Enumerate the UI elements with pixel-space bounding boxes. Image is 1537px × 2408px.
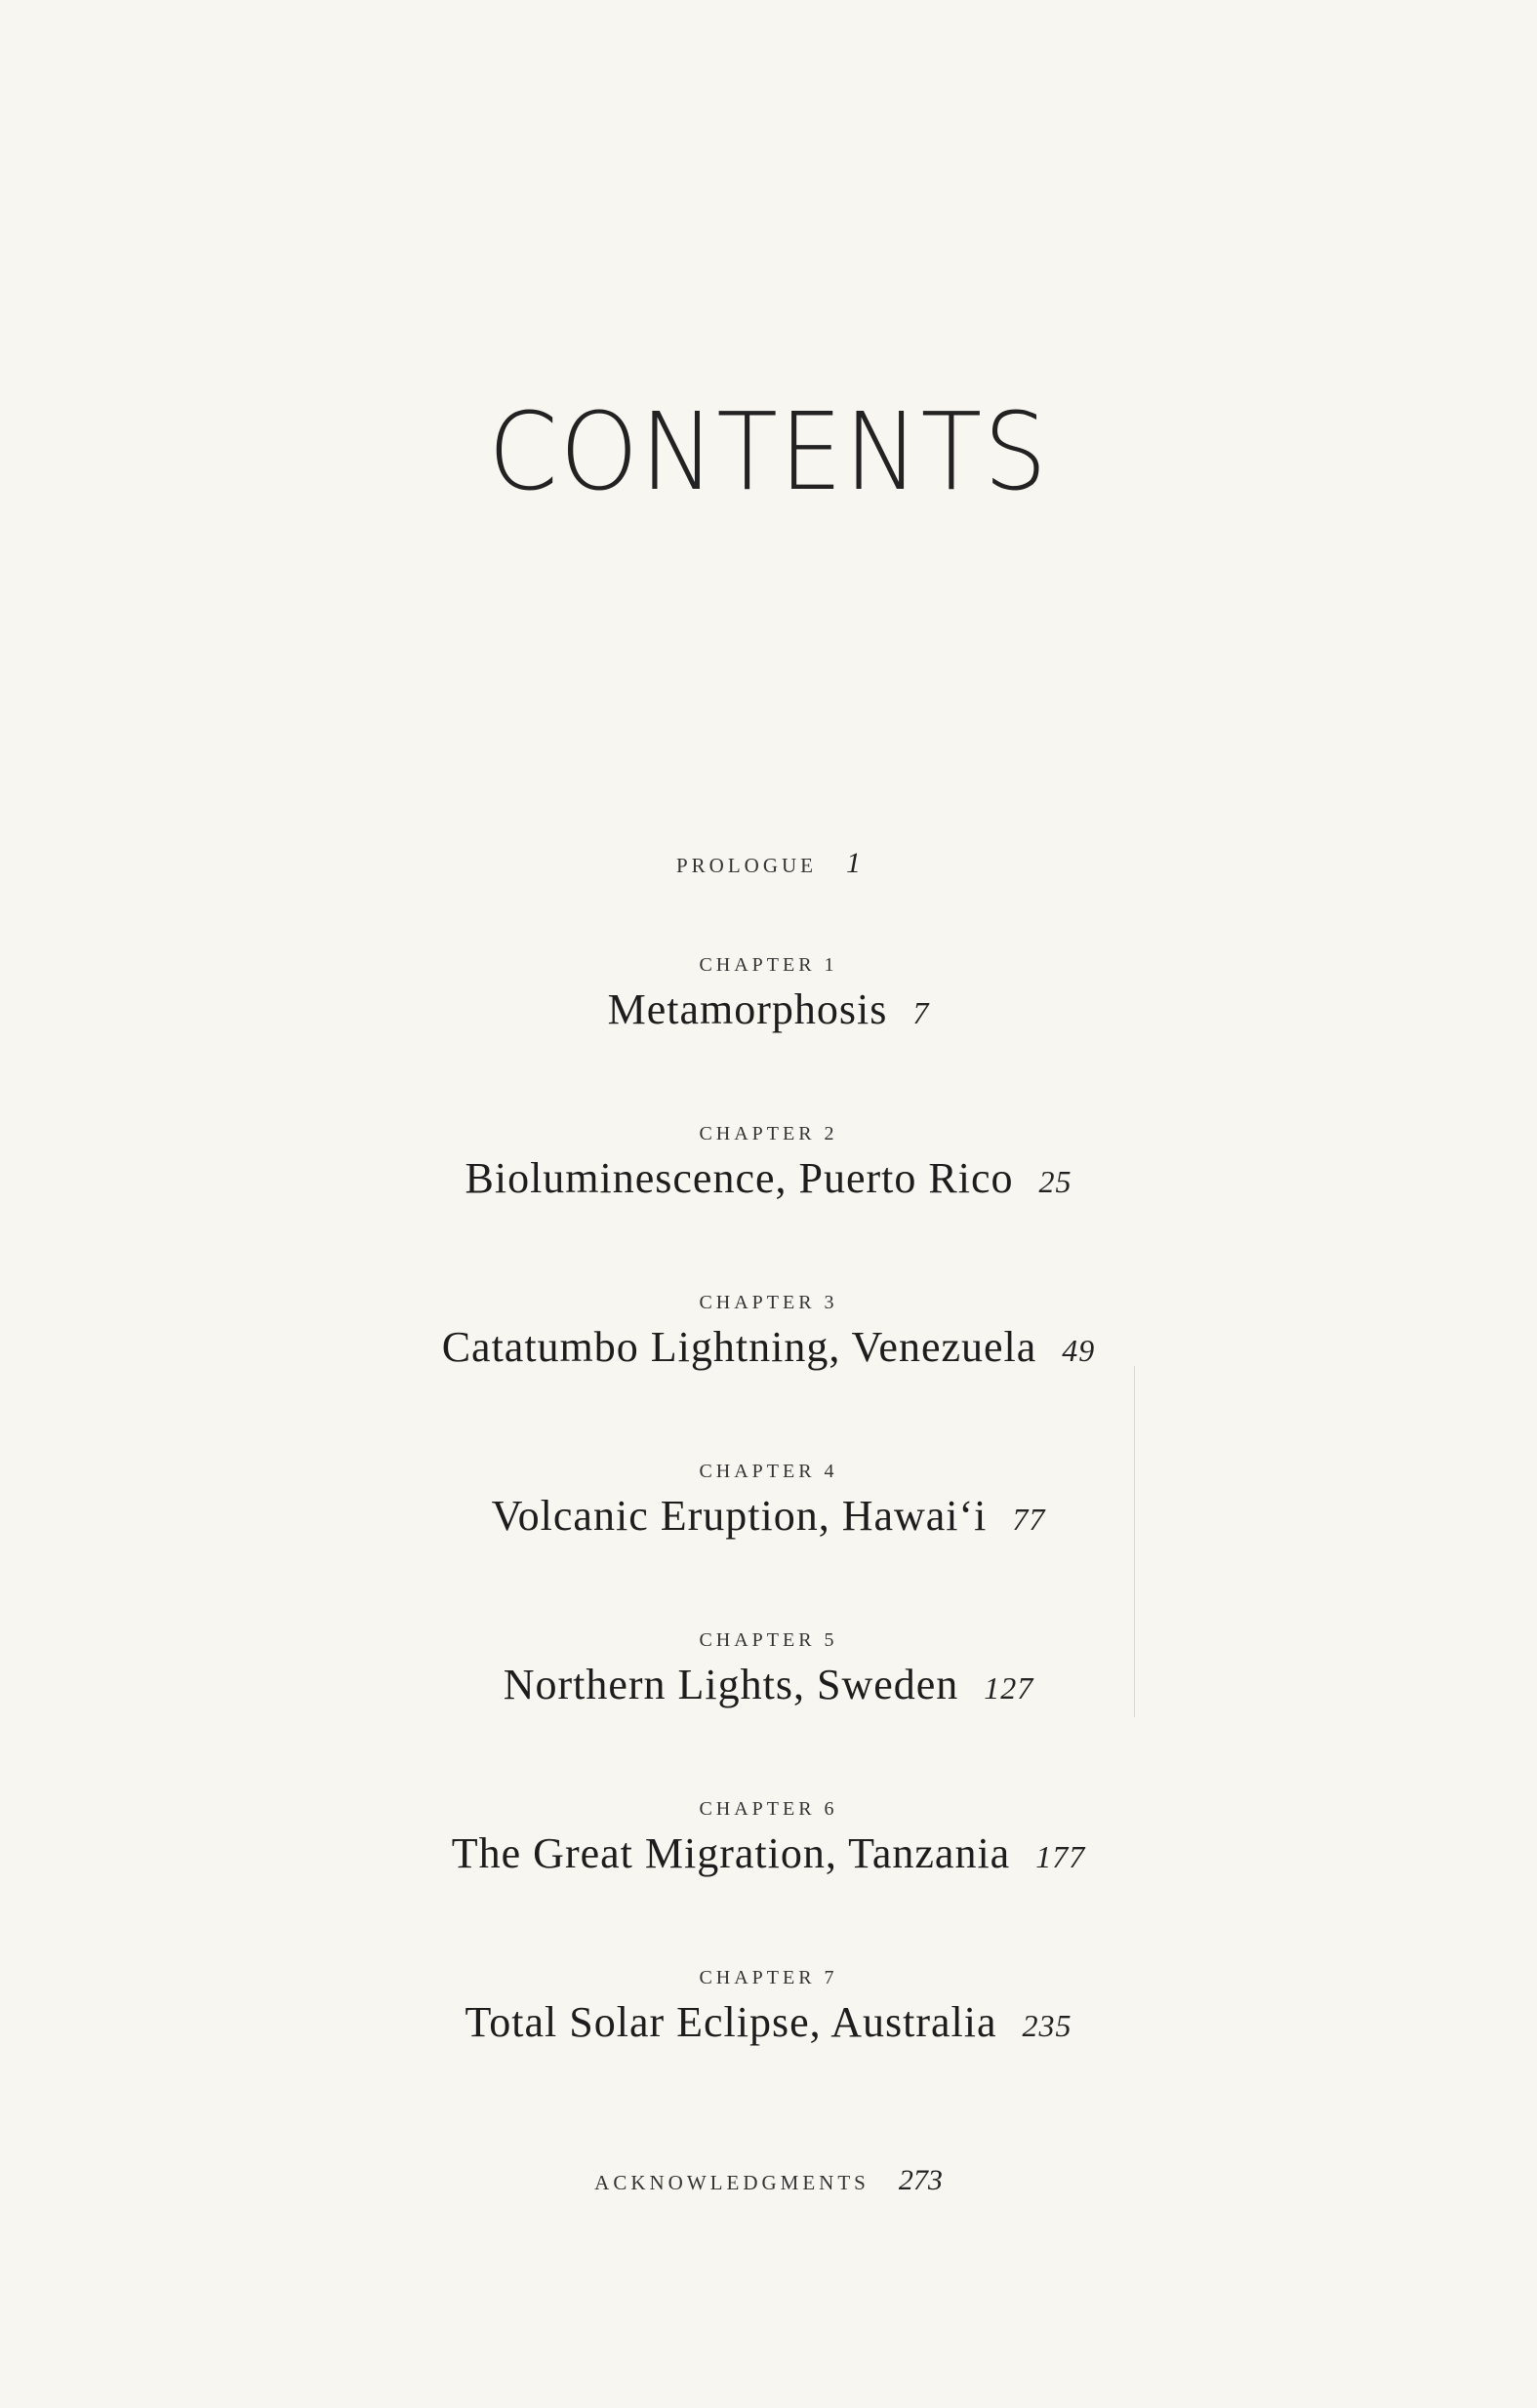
chapter-title: Catatumbo Lightning, Venezuela bbox=[441, 1323, 1037, 1371]
toc-entry-chapter-1[interactable] bbox=[0, 954, 1537, 1034]
chapter-label: CHAPTER 6 bbox=[699, 1798, 838, 1820]
chapter-page-number: 77 bbox=[1012, 1502, 1046, 1537]
acknowledgments-label: ACKNOWLEDGMENTS bbox=[594, 2171, 870, 2194]
toc-entry-chapter-2[interactable] bbox=[0, 1123, 1537, 1203]
chapter-page-number: 25 bbox=[1038, 1164, 1072, 1199]
chapter-page-number: 127 bbox=[984, 1670, 1034, 1706]
chapter-title-row bbox=[0, 1153, 1537, 1203]
chapter-label: CHAPTER 1 bbox=[699, 954, 838, 976]
chapter-title-row bbox=[0, 984, 1537, 1034]
chapter-page-number: 177 bbox=[1035, 1839, 1086, 1874]
toc-entry-chapter-3[interactable] bbox=[0, 1292, 1537, 1372]
toc-entry-chapter-6[interactable] bbox=[0, 1798, 1537, 1878]
toc-entry-chapter-4[interactable] bbox=[0, 1461, 1537, 1541]
chapter-title-row bbox=[0, 1491, 1537, 1541]
chapter-title-row bbox=[0, 1828, 1537, 1878]
toc-entry-chapter-5[interactable] bbox=[0, 1629, 1537, 1709]
chapter-title: The Great Migration, Tanzania bbox=[451, 1829, 1011, 1877]
acknowledgments-page-number: 273 bbox=[898, 2164, 943, 2196]
chapter-page-number: 7 bbox=[912, 995, 930, 1030]
chapter-title: Total Solar Eclipse, Australia bbox=[465, 1998, 997, 2046]
chapter-page-number: 49 bbox=[1062, 1333, 1096, 1368]
chapter-label: CHAPTER 2 bbox=[699, 1123, 838, 1144]
chapter-title-row bbox=[0, 1322, 1537, 1372]
chapter-label: CHAPTER 3 bbox=[699, 1292, 838, 1313]
chapter-title: Bioluminescence, Puerto Rico bbox=[465, 1154, 1014, 1202]
page-title: CONTENTS bbox=[488, 389, 1049, 514]
chapter-title: Volcanic Eruption, Hawai‘i bbox=[491, 1492, 988, 1540]
chapter-label: CHAPTER 4 bbox=[699, 1461, 838, 1482]
chapter-label: CHAPTER 5 bbox=[699, 1629, 838, 1651]
prologue-label: PROLOGUE bbox=[675, 854, 817, 877]
chapter-page-number: 235 bbox=[1022, 2008, 1072, 2043]
chapter-label: CHAPTER 7 bbox=[699, 1967, 838, 1988]
toc-entry-chapter-7[interactable] bbox=[0, 1967, 1537, 2047]
chapter-title-row bbox=[0, 1660, 1537, 1709]
toc-entry-acknowledgments[interactable] bbox=[0, 2164, 1537, 2197]
chapter-title: Metamorphosis bbox=[607, 985, 888, 1033]
chapter-title: Northern Lights, Sweden bbox=[503, 1661, 959, 1708]
chapter-title-row bbox=[0, 1997, 1537, 2047]
toc-entry-prologue[interactable] bbox=[0, 847, 1537, 880]
prologue-page-number: 1 bbox=[846, 847, 861, 879]
